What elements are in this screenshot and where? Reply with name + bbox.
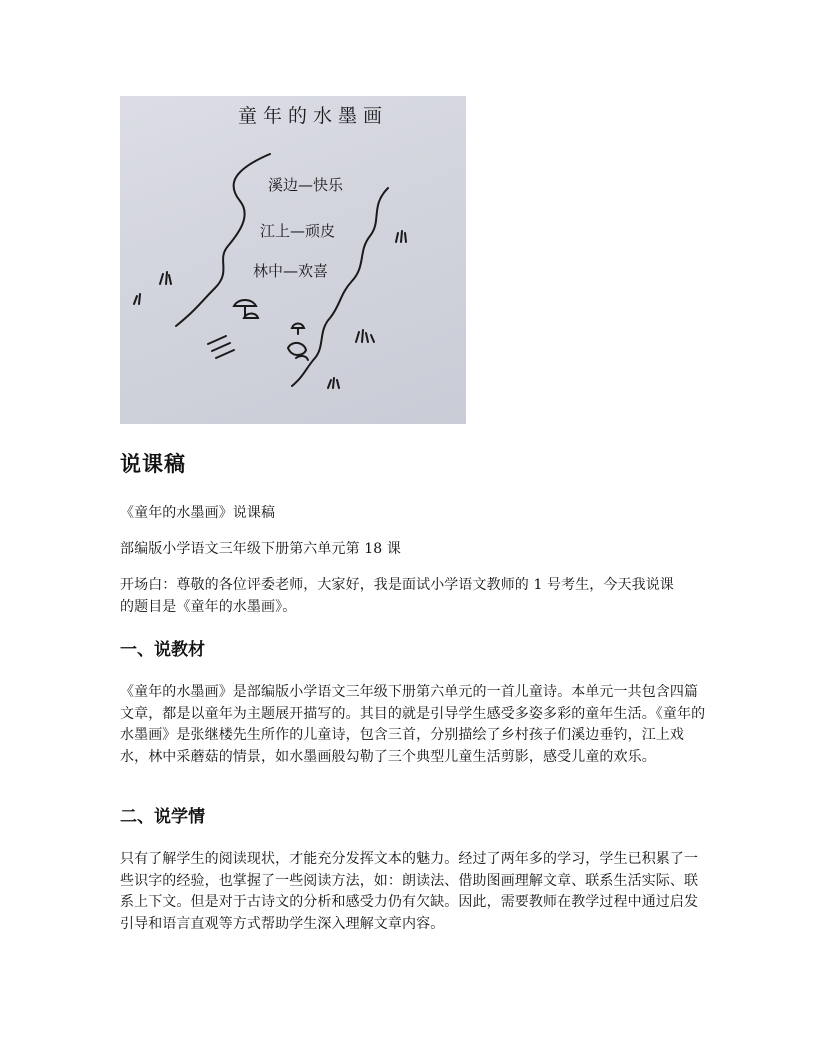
grass-mark [134, 294, 140, 304]
section-body-materials: 《童年的水墨画》是部编版小学语文三年级下册第六单元的一首儿童诗。本单元一共包含四篇文章，都是以童年为主题展开描写的。其目的就是引导学生感受多姿多彩的童年生活。《童年的水墨画》是张继楼先生所作的儿童诗，包含三首，分别描绘了乡村孩子们溪边垂钓，江上戏水，林中采蘑菇的情景，如水墨画般勾勒了三个典型儿童生活剪影，感受儿童的欢乐。 [120, 684, 706, 765]
lesson-title-line: 《童年的水墨画》说课稿 [120, 505, 276, 521]
sketch-drawing [120, 96, 466, 424]
mushroom-doodle [292, 324, 304, 335]
opening-remarks: 开场白：尊敬的各位评委老师，大家好，我是面试小学语文教师的 1 号考生，今天我说课的题目是《童年的水墨画》。 [120, 577, 674, 615]
document-title: 说课稿 [120, 452, 186, 476]
river-bank-left [176, 154, 270, 326]
textbook-info-line: 部编版小学语文三年级下册第六单元第 18 课 [120, 541, 401, 557]
section-heading-materials: 一、说教材 [120, 640, 205, 660]
grass-mark [328, 378, 339, 388]
hatch-mark [208, 336, 234, 358]
mushroom-doodle [244, 314, 258, 319]
sketch-note-2: 江上—顽皮 [260, 222, 336, 240]
sketch-title: 童年的水墨画 [238, 105, 389, 127]
handwritten-sketch-photo [120, 96, 466, 424]
section-heading-students: 二、说学情 [120, 807, 205, 827]
section-body-students: 只有了解学生的阅读现状，才能充分发挥文本的魅力。经过了两年多的学习，学生已积累了一些识字的经验，也掌握了一些阅读方法，如：朗读法、借助图画理解文章、联系生活实际、联系上下文。但是对于古诗文的分析和感受力仍有欠缺。因此，需要教师在教学过程中通过启发引导和语言直观等方式帮助学生深入理解文章内容。 [120, 851, 699, 932]
mushroom-doodle [288, 343, 308, 360]
grass-mark [160, 272, 171, 284]
sketch-note-3: 林中—欢喜 [253, 262, 329, 280]
sketch-note-1: 溪边—快乐 [268, 176, 344, 194]
grass-mark [356, 330, 374, 342]
grass-mark [396, 231, 406, 242]
